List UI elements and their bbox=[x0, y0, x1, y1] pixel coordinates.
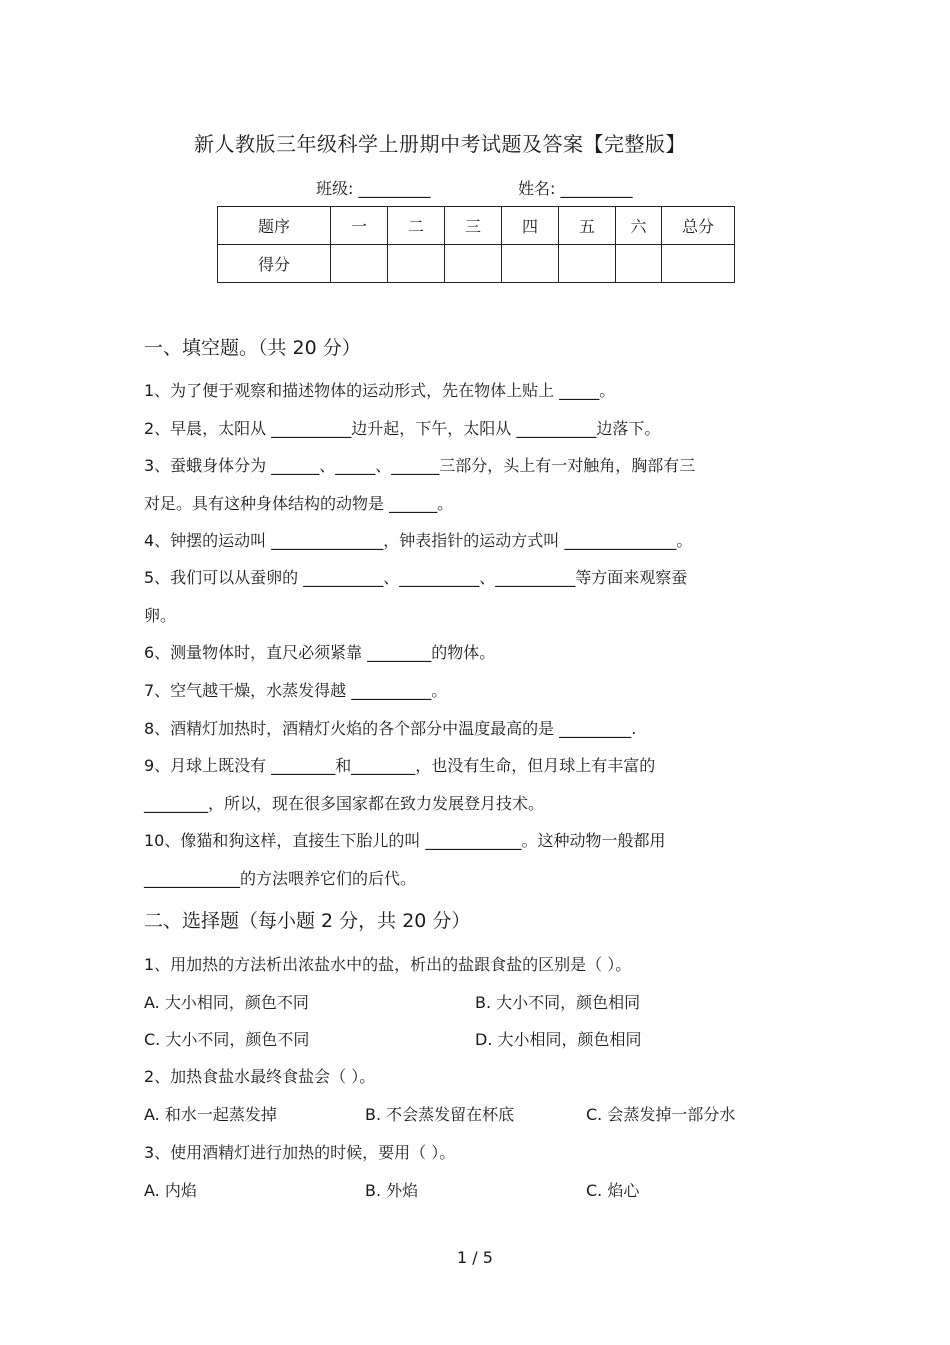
question-line: 1、为了便于观察和描述物体的运动形式，先在物体上贴上 _____。 bbox=[144, 381, 616, 400]
option-b: B. 不会蒸发留在杯底 bbox=[365, 1105, 515, 1124]
table-cell: 三 bbox=[445, 207, 502, 245]
score-table bbox=[217, 206, 735, 283]
option-b: B. 大小不同，颜色相同 bbox=[475, 993, 641, 1012]
option-a: A. 大小相同，颜色不同 bbox=[144, 993, 309, 1012]
table-cell: 题序 bbox=[218, 207, 331, 245]
option-a: A. 内焰 bbox=[144, 1181, 197, 1200]
table-cell: 总分 bbox=[662, 207, 735, 245]
score-input-cell[interactable] bbox=[388, 245, 445, 283]
question-line: ________，所以，现在很多国家都在致力发展登月技术。 bbox=[144, 794, 545, 813]
class-field[interactable]: 班级: _________ bbox=[316, 179, 431, 198]
option-c: C. 大小不同，颜色不同 bbox=[144, 1030, 310, 1049]
question-line: ____________的方法喂养它们的后代。 bbox=[144, 869, 417, 888]
question-line: 1、用加热的方法析出浓盐水中的盐，析出的盐跟食盐的区别是（ ）。 bbox=[144, 955, 632, 974]
table-cell: 得分 bbox=[218, 245, 331, 283]
score-input-cell[interactable] bbox=[331, 245, 388, 283]
question-line: 3、蚕蛾身体分为 ______、_____、______三部分，头上有一对触角，胸部有三 bbox=[144, 456, 696, 475]
question-line: 卵。 bbox=[144, 606, 177, 625]
question-line: 7、空气越干燥，水蒸发得越 __________。 bbox=[144, 681, 448, 700]
question-line: 10、像猫和狗这样，直接生下胎儿的叫 ____________。这种动物一般都用 bbox=[144, 831, 666, 850]
page-number: 1 / 5 bbox=[457, 1248, 493, 1267]
table-cell: 一 bbox=[331, 207, 388, 245]
option-d: D. 大小相同，颜色相同 bbox=[475, 1030, 642, 1049]
question-line: 对足。具有这种身体结构的动物是 ______。 bbox=[144, 494, 454, 513]
score-table-header-row bbox=[218, 207, 735, 245]
question-line: 6、测量物体时，直尺必须紧靠 ________的物体。 bbox=[144, 643, 496, 662]
option-b: B. 外焰 bbox=[365, 1181, 419, 1200]
question-line: 8、酒精灯加热时，酒精灯火焰的各个部分中温度最高的是 _________. bbox=[144, 719, 637, 738]
score-input-cell[interactable] bbox=[502, 245, 559, 283]
score-table-score-row bbox=[218, 245, 735, 283]
table-cell: 五 bbox=[559, 207, 616, 245]
score-input-cell[interactable] bbox=[616, 245, 662, 283]
score-input-cell[interactable] bbox=[445, 245, 502, 283]
score-input-cell[interactable] bbox=[559, 245, 616, 283]
table-cell: 六 bbox=[616, 207, 662, 245]
section-heading: 二、选择题（每小题 2 分，共 20 分） bbox=[144, 910, 471, 932]
question-line: 4、钟摆的运动叫 ______________，钟表指针的运动方式叫 ______________。 bbox=[144, 531, 693, 550]
table-cell: 四 bbox=[502, 207, 559, 245]
table-cell: 二 bbox=[388, 207, 445, 245]
question-line: 2、早晨，太阳从 __________边升起，下午，太阳从 __________边落下。 bbox=[144, 419, 661, 438]
option-c: C. 焰心 bbox=[586, 1181, 640, 1200]
option-a: A. 和水一起蒸发掉 bbox=[144, 1105, 277, 1124]
score-input-cell[interactable] bbox=[662, 245, 735, 283]
name-field[interactable]: 姓名: _________ bbox=[518, 179, 633, 198]
question-line: 2、加热食盐水最终食盐会（ ）。 bbox=[144, 1067, 376, 1086]
option-c: C. 会蒸发掉一部分水 bbox=[586, 1105, 736, 1124]
question-line: 5、我们可以从蚕卵的 __________、__________、__________等方面来观察蚕 bbox=[144, 568, 688, 587]
question-line: 3、使用酒精灯进行加热的时候，要用（ ）。 bbox=[144, 1143, 456, 1162]
question-line: 9、月球上既没有 ________和________，也没有生命，但月球上有丰富的 bbox=[144, 756, 656, 775]
section-heading: 一、填空题。（共 20 分） bbox=[144, 337, 361, 359]
page-title: 新人教版三年级科学上册期中考试题及答案【完整版】 bbox=[194, 132, 686, 156]
